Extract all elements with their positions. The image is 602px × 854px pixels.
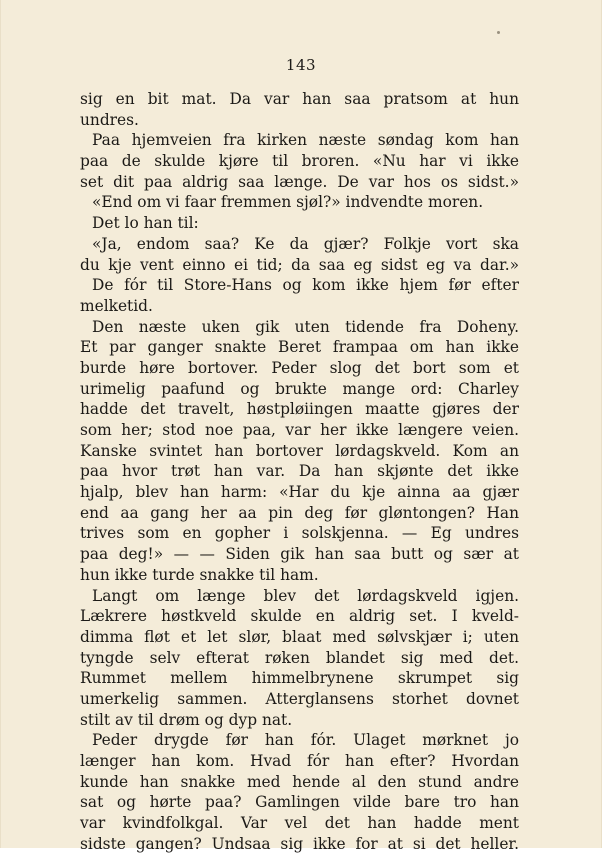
text-line: som her; stod noe paa, var her ikke længere veien. <box>80 421 519 439</box>
text-line: stilt av til drøm og dyp nat. <box>80 710 293 729</box>
text-line: Kanske svintet han bortover lørdagskveld. Kom an <box>80 441 519 460</box>
text-line: umerkelig sammen. Atterglansens storhet dovnet <box>80 689 519 708</box>
text-line: Peder drygde før han fór. Ulaget mørknet jo <box>92 731 519 750</box>
text-line: hadde det travelt, høstpløiingen maatte gjøres der <box>80 400 519 419</box>
page-number: 143 <box>285 56 317 74</box>
text-line: «End om vi faar fremmen sjøl?» indvendte moren. <box>92 193 484 212</box>
text-line: hjalp, blev han harm: «Har du kje ainna aa gjær <box>80 483 519 502</box>
text-line: end aa gang her aa pin deg før gløntongen? Han <box>80 503 519 522</box>
text-line: Langt om længe blev det lørdagskveld igjen. <box>92 586 519 605</box>
text-line: undres. <box>80 110 139 129</box>
text-line: paa de skulde kjøre til broren. «Nu har vi ikke <box>80 152 519 171</box>
text-line: melketid. <box>80 296 153 315</box>
text-line: Paa hjemveien fra kirken næste søndag kom han <box>92 131 519 150</box>
text-line: sidste gangen? Undsaa sig ikke for at si det heller. <box>80 834 519 853</box>
text-line: tyngde selv efterat røken blandet sig med det. <box>80 648 519 667</box>
body-text <box>80 89 519 854</box>
text-line: Rummet mellem himmelbrynene skrumpet sig <box>80 669 519 688</box>
text-line: urimelig paafund og brukte mange ord: Charley <box>80 379 519 398</box>
text-line: kunde han snakke med hende al den stund andre <box>80 772 519 791</box>
text-line: du kje vent einno ei tid; da saa eg sidst eg va dar.» <box>80 255 519 274</box>
text-line: sat og hørte paa? Gamlingen vilde bare tro han <box>80 793 519 812</box>
paper-speck <box>497 31 500 34</box>
text-line: Lækrere høstkveld skulde en aldrig set. I kveld- <box>80 607 519 626</box>
text-line: Den næste uken gik uten tidende fra Doheny. <box>92 317 519 336</box>
text-line: «Ja, endom saa? Ke da gjær? Folkje vort ska <box>92 234 519 253</box>
text-line: Et par ganger snakte Beret frampaa om han ikke <box>80 338 519 357</box>
text-line: trives som en gopher i solskjenna. — Eg undres <box>80 524 519 543</box>
text-line: var kvindfolkgal. Var vel det han hadde ment <box>80 814 519 833</box>
text-line: burde høre bortover. Peder slog det bort som et <box>80 358 519 377</box>
text-line: set dit paa aldrig saa længe. De var hos os sidst.» <box>80 172 519 191</box>
text-line: længer han kom. Hvad fór han efter? Hvordan <box>80 752 519 770</box>
text-line: sig en bit mat. Da var han saa pratsom at hun <box>80 90 519 108</box>
text-line: dimma fløt et let slør, blaat med sølvskjær i; uten <box>80 627 519 646</box>
text-line: paa hvor trøt han var. Da han skjønte det ikke <box>80 462 519 481</box>
text-line: hun ikke turde snakke til ham. <box>80 565 319 584</box>
text-line: De fór til Store-Hans og kom ikke hjem før efter <box>92 276 519 295</box>
text-line: Det lo han til: <box>92 214 199 233</box>
text-line: paa deg!» — — Siden gik han saa butt og sær at <box>80 545 519 564</box>
